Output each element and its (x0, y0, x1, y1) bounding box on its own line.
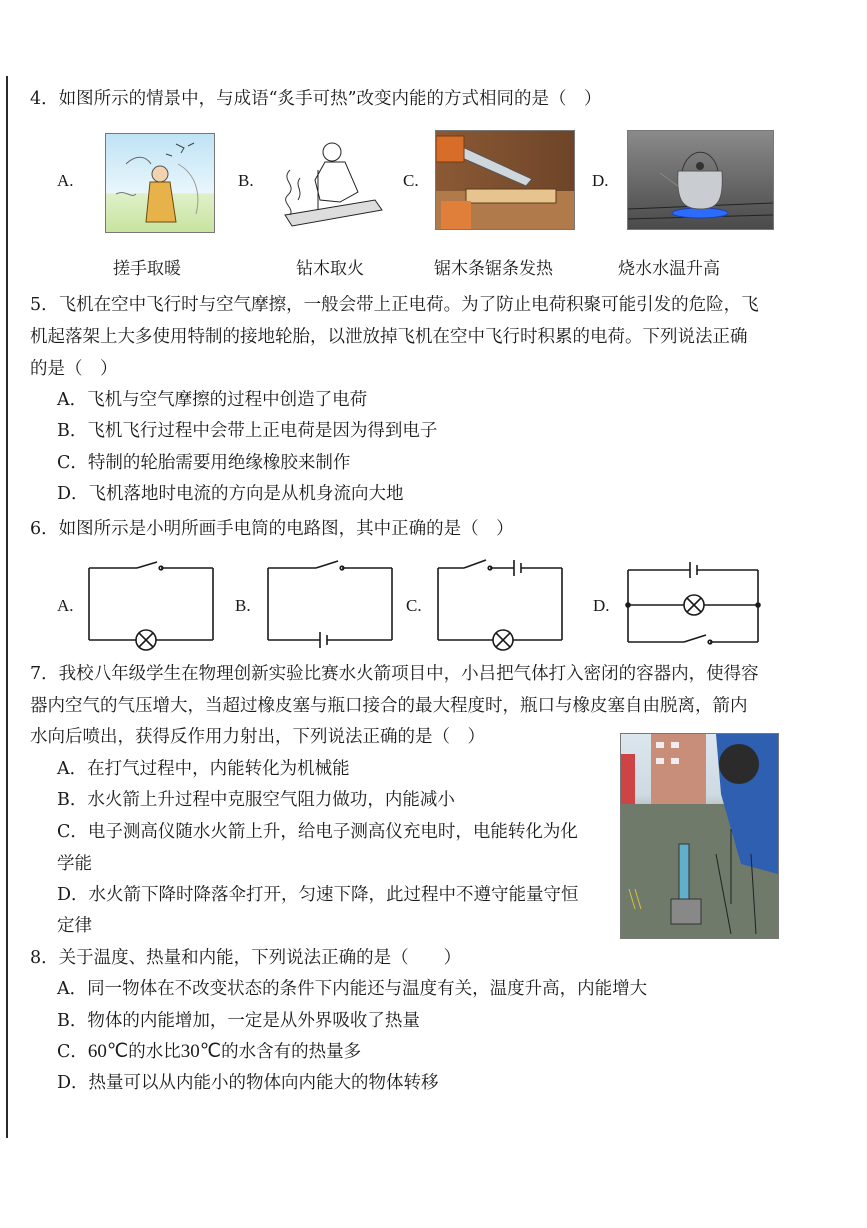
q6-circuit-c (434, 556, 569, 646)
q7-option-c-cont: 学能 (57, 854, 92, 874)
q4-letter-d: D. (592, 171, 609, 190)
q4-image-drilling-wood (270, 130, 390, 230)
q7-stem-line1: 7．我校八年级学生在物理创新实验比赛水火箭项目中，小吕把气体打入密闭的容器内，使得容 (30, 664, 759, 684)
q4-caption-b: 钻木取火 (296, 259, 364, 279)
q7-option-b: B．水火箭上升过程中克服空气阻力做功，内能减小 (57, 790, 455, 810)
q4-image-sawing-wood (435, 130, 575, 230)
q5-option-a: A．飞机与空气摩擦的过程中创造了电荷 (57, 390, 368, 410)
q6-circuit-b (264, 558, 399, 645)
q4-letter-c: C. (403, 171, 419, 190)
q5-stem-line3: 的是（ ） (30, 359, 118, 379)
q8-option-a: A．同一物体在不改变状态的条件下内能还与温度有关，温度升高，内能增大 (57, 979, 648, 999)
q5-stem-line2: 机起落架上大多使用特制的接地轮胎，以泄放掉飞机在空中飞行时积累的电荷。下列说法正确 (30, 327, 748, 347)
q5-option-d: D．飞机落地时电流的方向是从机身流向大地 (57, 484, 404, 504)
q7-option-d-cont: 定律 (57, 916, 92, 936)
q8-option-c-temp-30: 30℃ (180, 1041, 222, 1062)
q8-stem: 8．关于温度、热量和内能，下列说法正确的是（ ） (30, 948, 462, 968)
q8-option-b: B．物体的内能增加，一定是从外界吸收了热量 (57, 1011, 420, 1031)
q4-image-boiling-kettle (627, 130, 774, 230)
q6-circuit-d (624, 558, 764, 648)
q7-option-a: A．在打气过程中，内能转化为机械能 (57, 759, 350, 779)
q7-photo-water-rocket (620, 733, 779, 939)
q6-letter-a: A. (57, 596, 74, 615)
q8-option-c-temp-60: 60℃ (87, 1041, 129, 1062)
q7-option-d: D．水火箭下降时降落伞打开，匀速下降，此过程中不遵守能量守恒 (57, 885, 579, 905)
q7-stem-line3: 水向后喷出，获得反作用力射出，下列说法正确的是（ ） (30, 727, 485, 747)
q4-letter-b: B. (238, 171, 254, 190)
q5-option-b: B．飞机飞行过程中会带上正电荷是因为得到电子 (57, 421, 438, 441)
q4-image-rubbing-hands (105, 133, 215, 233)
q8-option-c-suffix: 的水含有的热量多 (221, 1042, 362, 1062)
q6-circuit-a (85, 560, 220, 645)
q5-option-c: C．特制的轮胎需要用绝缘橡胶来制作 (57, 453, 351, 473)
left-margin-line (6, 76, 8, 1138)
q6-letter-c: C. (406, 596, 422, 615)
q6-letter-b: B. (235, 596, 251, 615)
q8-option-c-prefix: C． (57, 1042, 88, 1062)
q8-option-d: D．热量可以从内能小的物体向内能大的物体转移 (57, 1073, 439, 1093)
q8-option-c-mid: 的水比 (128, 1042, 181, 1062)
q4-caption-d: 烧水水温升高 (618, 259, 720, 279)
q6-letter-d: D. (593, 596, 610, 615)
q5-stem-line1: 5．飞机在空中飞行时与空气摩擦，一般会带上正电荷。为了防止电荷积聚可能引发的危险，飞 (30, 295, 759, 315)
q4-stem: 4．如图所示的情景中，与成语“炙手可热”改变内能的方式相同的是（ ） (30, 89, 602, 109)
q4-caption-a: 搓手取暖 (113, 259, 181, 279)
q7-stem-line2: 器内空气的气压增大，当超过橡皮塞与瓶口接合的最大程度时，瓶口与橡皮塞自由脱离，箭内 (30, 696, 748, 716)
q6-stem: 6．如图所示是小明所画手电筒的电路图，其中正确的是（ ） (30, 519, 514, 539)
q4-caption-c: 锯木条锯条发热 (434, 259, 553, 279)
q4-letter-a: A. (57, 171, 74, 190)
q8-option-c (57, 1041, 361, 1063)
q7-option-c: C．电子测高仪随水火箭上升，给电子测高仪充电时，电能转化为化 (57, 822, 578, 842)
